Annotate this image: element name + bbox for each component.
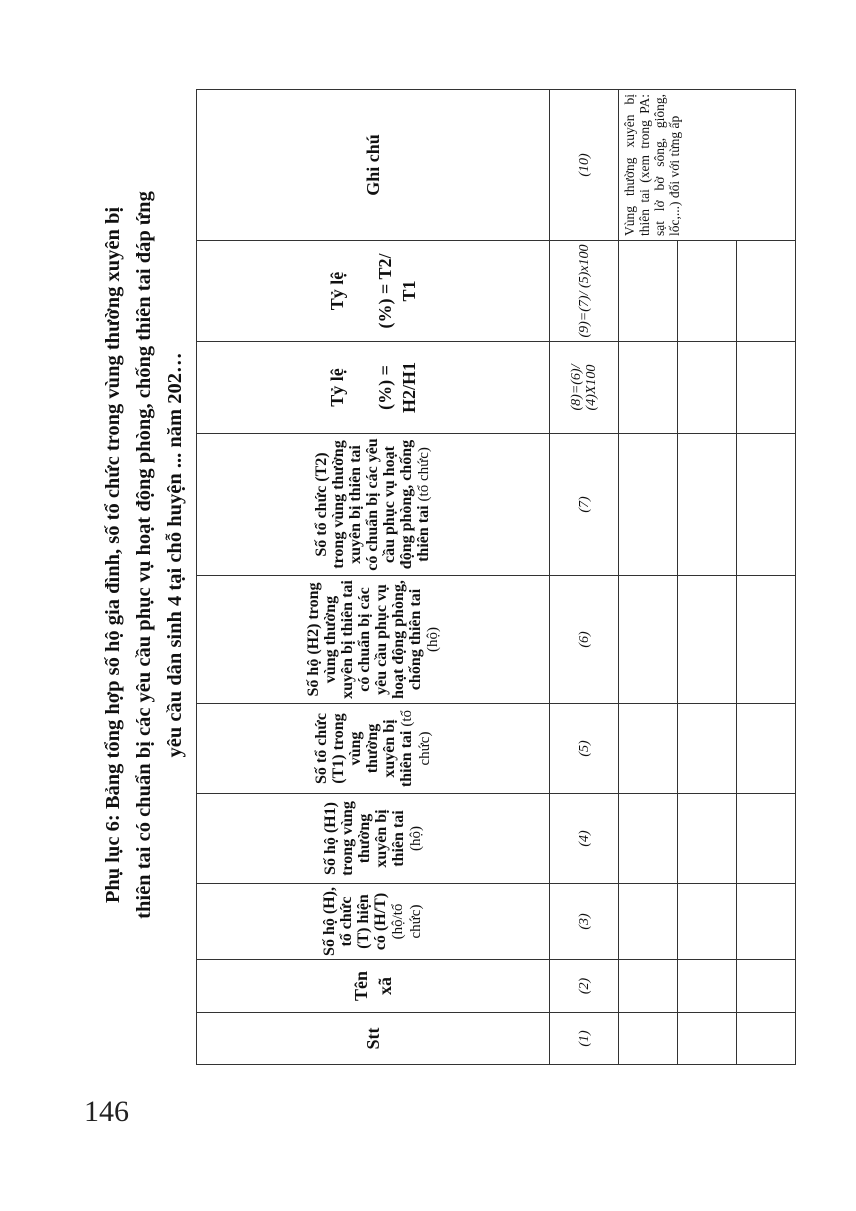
table-cell xyxy=(619,576,678,704)
index-cell: (6) xyxy=(550,576,619,704)
table-cell xyxy=(619,241,678,342)
header-notes: Ghi chú xyxy=(197,90,550,241)
index-cell: (8)=(6)/ (4)X100 xyxy=(550,342,619,434)
table-cell xyxy=(737,794,796,884)
table-cell xyxy=(619,960,678,1013)
table-row xyxy=(619,90,678,1065)
table-cell xyxy=(678,1013,737,1065)
header-households-h1: Số hộ (H1) trong vùng thường xuyên bị thiên tai (hộ) xyxy=(197,794,550,884)
table-cell xyxy=(737,342,796,434)
table-cell xyxy=(737,434,796,576)
index-cell: (1) xyxy=(550,1013,619,1065)
table-cell xyxy=(737,884,796,960)
table-cell xyxy=(619,704,678,794)
table-cell xyxy=(678,960,737,1013)
index-cell: (3) xyxy=(550,884,619,960)
table-cell xyxy=(737,241,796,342)
table-cell xyxy=(737,960,796,1013)
header-commune-name: Tên xã xyxy=(197,960,550,1013)
table-header-row xyxy=(197,90,550,1065)
rotated-page-content xyxy=(98,45,682,1065)
appendix-caption xyxy=(98,45,191,1065)
index-cell: (5) xyxy=(550,704,619,794)
table-cell xyxy=(678,794,737,884)
table-cell xyxy=(619,884,678,960)
table-cell xyxy=(737,704,796,794)
table-cell xyxy=(737,576,796,704)
index-cell: (10) xyxy=(550,90,619,241)
header-organizations-t1: Số tổ chức (T1) trong vùng thường xuyên bị thiên tai (tổ chức) xyxy=(197,704,550,794)
table-cell xyxy=(737,1013,796,1065)
header-households-organizations: Số hộ (H), tổ chức (T) hiện có (H/T) (hộ/tổ chức) xyxy=(197,884,550,960)
table-cell xyxy=(619,1013,678,1065)
header-ratio-t: Tỷ lệ (%) = T2/ T1 xyxy=(197,241,550,342)
table-cell xyxy=(678,434,737,576)
index-cell: (2) xyxy=(550,960,619,1013)
caption-line-1: Phụ lục 6: Bảng tổng hợp số hộ gia đình, số tổ chức trong vùng thường xuyên bị xyxy=(102,206,124,904)
header-stt: Stt xyxy=(197,1013,550,1065)
caption-line-2: thiên tai có chuẩn bị các yêu cầu phục vụ hoạt động phòng, chống thiên tai đáp ứng xyxy=(133,191,155,919)
index-cell: (9)=(7)/ (5)x100 xyxy=(550,241,619,342)
index-cell: (7) xyxy=(550,434,619,576)
header-ratio-h: Tỷ lệ (%) = H2/H1 xyxy=(197,342,550,434)
table-cell xyxy=(678,576,737,704)
table-cell xyxy=(619,342,678,434)
table-cell xyxy=(619,434,678,576)
table-cell xyxy=(678,704,737,794)
header-households-h2: Số hộ (H2) trong vùng thường xuyên bị thiên tai có chuẩn bị các yêu cầu phục vụ hoạt động phòng, chống thiên tai (hộ) xyxy=(197,576,550,704)
table-cell xyxy=(678,342,737,434)
notes-cell: Vùng thường xuyên bị thiên tai (xem trong PA: sạt lở bờ sông, giông, lốc,...) đối với từng ấp xyxy=(619,90,796,241)
table-cell xyxy=(619,794,678,884)
table-cell xyxy=(678,884,737,960)
header-organizations-t2: Số tổ chức (T2) trong vùng thường xuyên bị thiên tai có chuẩn bị các yêu cầu phục vụ hoạt động phòng, chống thiên tai (tổ chức) xyxy=(197,434,550,576)
index-cell: (4) xyxy=(550,794,619,884)
summary-table xyxy=(196,89,796,1065)
column-index-row xyxy=(550,90,619,1065)
page-number: 146 xyxy=(84,1095,129,1128)
table-cell xyxy=(678,241,737,342)
caption-line-3: yêu cầu dân sinh 4 tại chỗ huyện ... năm 202… xyxy=(164,352,186,758)
